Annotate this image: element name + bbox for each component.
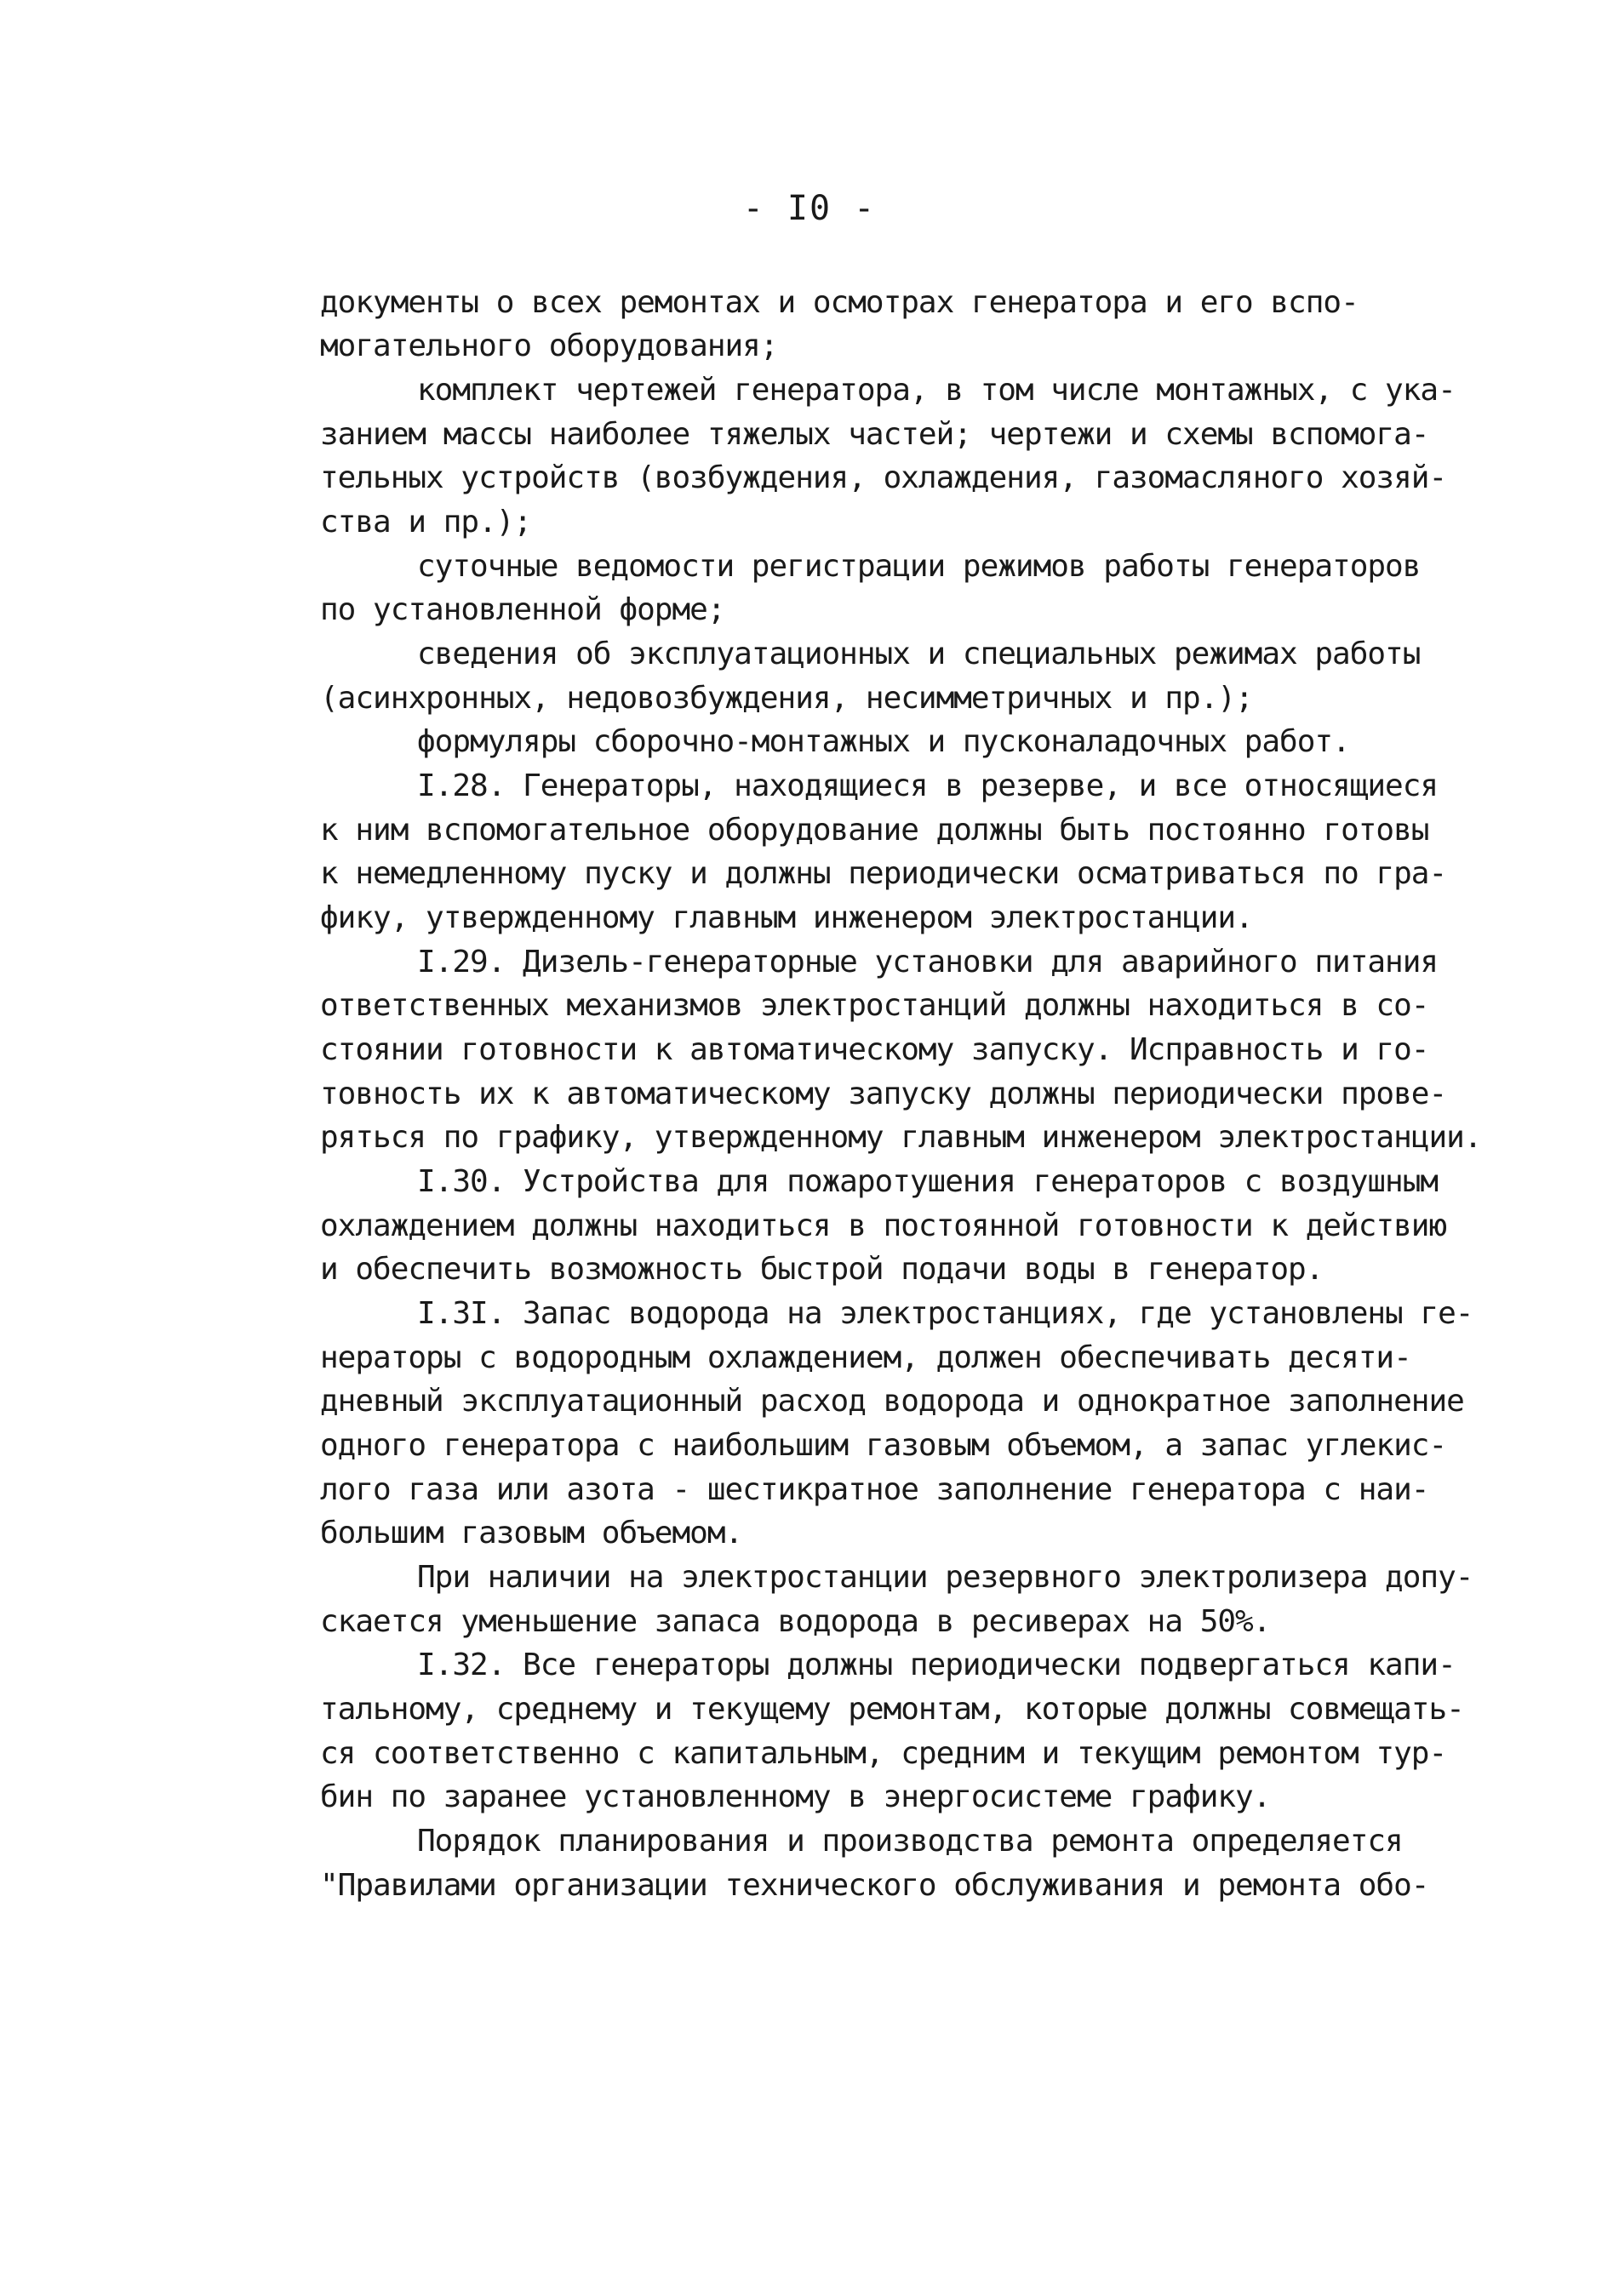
text-line: комплект чертежей генератора, в том числе монтажных, с ука- <box>417 373 1456 408</box>
text-line: сведения об эксплуатационных и специальных режимах работы <box>417 637 1421 671</box>
text-line: бин по заранее установленному в энергосистеме графику. <box>320 1779 1271 1814</box>
text-line: большим газовым объемом. <box>320 1516 743 1551</box>
text-line: ся соответственно с капитальным, средним и текущим ремонтом тур- <box>320 1736 1447 1771</box>
text-line: товность их к автоматическому запуску должны периодически прове- <box>320 1077 1447 1111</box>
text-line: При наличии на электростанции резервного электролизера допу- <box>417 1560 1473 1595</box>
text-line: к ним вспомогательное оборудование должны быть постоянно готовы <box>320 813 1429 848</box>
text-line: I.3I. Запас водорода на электростанциях, где установлены ге- <box>417 1296 1473 1331</box>
text-line: по установленной форме; <box>320 592 725 627</box>
text-line: суточные ведомости регистрации режимов работы генераторов <box>417 549 1421 584</box>
text-line: Порядок планирования и производства ремонта определяется <box>417 1824 1403 1859</box>
text-line: могательного оборудования; <box>320 328 778 363</box>
text-line: документы о всех ремонтах и осмотрах генератора и его вспо- <box>320 285 1359 320</box>
text-line: "Правилами организации технического обслуживания и ремонта обо- <box>320 1868 1429 1903</box>
page-number: - I0 - <box>742 189 877 228</box>
text-line: I.32. Все генераторы должны периодически подвергаться капи- <box>417 1648 1456 1682</box>
text-line: фику, утвержденному главным инженером электростанции. <box>320 900 1253 935</box>
text-line: тальному, среднему и текущему ремонтам, которые должны совмещать- <box>320 1692 1464 1727</box>
text-line: I.30. Устройства для пожаротушения генераторов с воздушным <box>417 1164 1439 1199</box>
text-line: формуляры сборочно-монтажных и пусконаладочных работ. <box>417 724 1350 759</box>
text-line: одного генератора с наибольшим газовым объемом, а запас углекис- <box>320 1428 1447 1463</box>
text-line: дневный эксплуатационный расход водорода и однократное заполнение <box>320 1384 1464 1419</box>
text-line: к немедленному пуску и должны периодически осматриваться по гра- <box>320 856 1447 891</box>
text-line: стоянии готовности к автоматическому запуску. Исправность и го- <box>320 1032 1429 1067</box>
text-line: скается уменьшение запаса водорода в ресиверах на 50%. <box>320 1604 1271 1639</box>
text-line: и обеспечить возможность быстрой подачи воды в генератор. <box>320 1252 1324 1287</box>
text-line: (асинхронных, недовозбуждения, несимметричных и пр.); <box>320 681 1253 716</box>
text-line: ства и пр.); <box>320 505 532 540</box>
text-line: тельных устройств (возбуждения, охлаждения, газомасляного хозяй- <box>320 460 1447 495</box>
text-line: I.29. Дизель-генераторные установки для аварийного питания <box>417 945 1439 980</box>
text-line: лого газа или азота - шестикратное заполнение генератора с наи- <box>320 1472 1429 1507</box>
text-line: занием массы наиболее тяжелых частей; чертежи и схемы вспомога- <box>320 417 1429 452</box>
text-line: I.28. Генераторы, находящиеся в резерве, и все относящиеся <box>417 768 1439 803</box>
text-line: ряться по графику, утвержденному главным инженером электростанции. <box>320 1120 1482 1155</box>
text-line: ответственных механизмов электростанций должны находиться в со- <box>320 988 1429 1023</box>
text-line: охлаждением должны находиться в постоянной готовности к действию <box>320 1208 1447 1243</box>
text-line: нераторы с водородным охлаждением, должен обеспечивать десяти- <box>320 1340 1411 1375</box>
